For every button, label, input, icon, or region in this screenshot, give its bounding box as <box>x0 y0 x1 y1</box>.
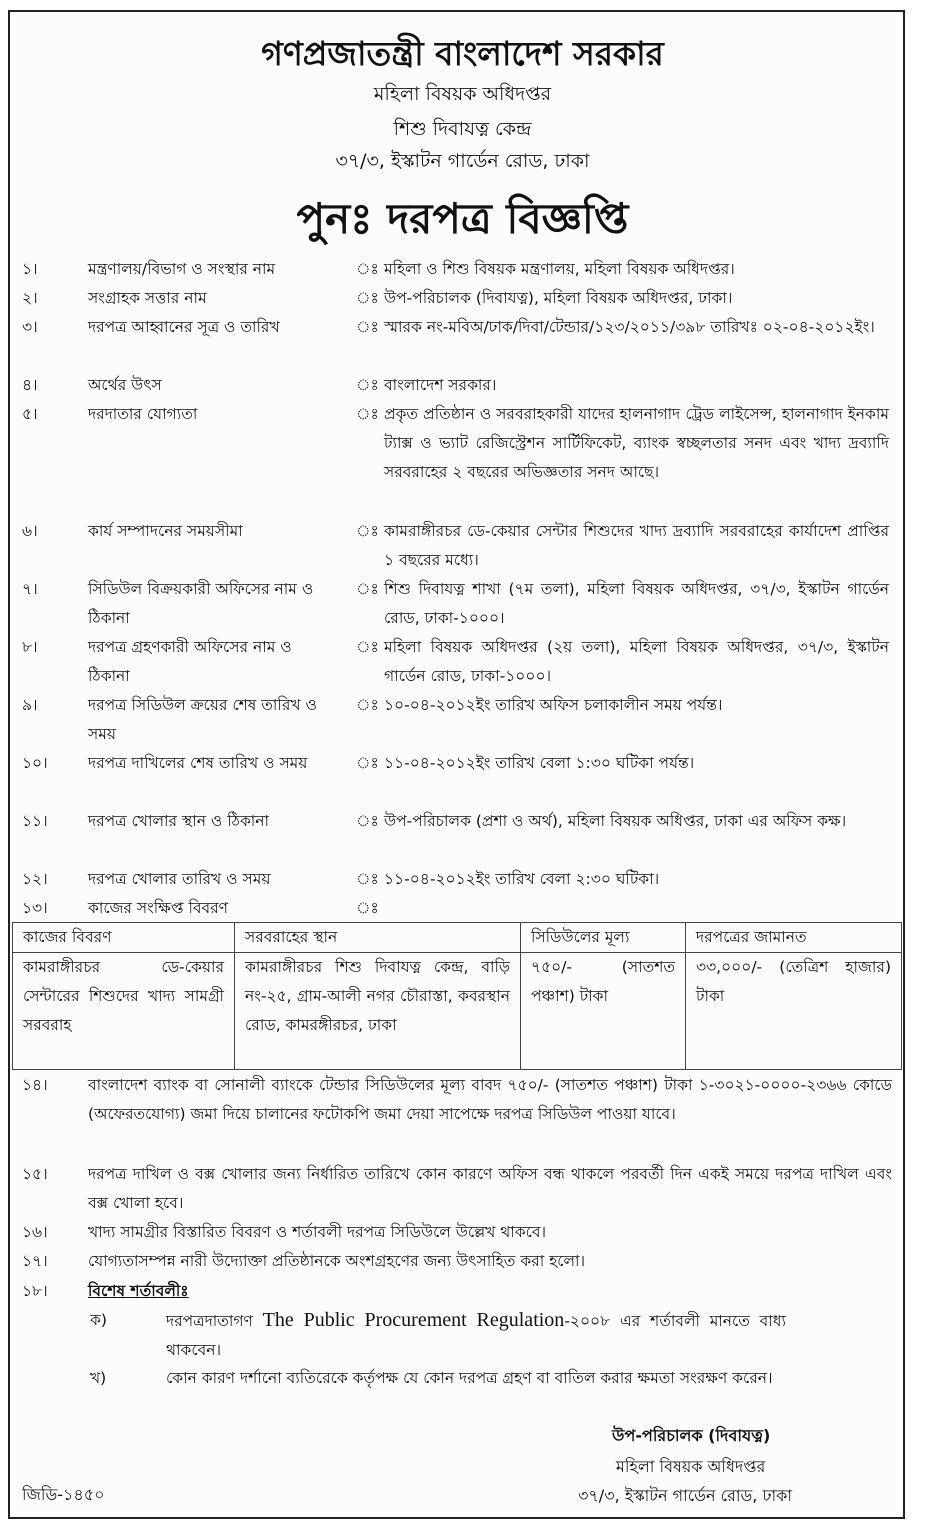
note-number: ১৮। <box>22 1282 48 1300</box>
table-cell: ৭৫০/- (সাতশত পঞ্চাশ) টাকা <box>521 953 686 1070</box>
gd-number: জিডি-১৪৫০ <box>22 1485 105 1504</box>
note-number: ১৪। <box>22 1076 48 1094</box>
item-value: উপ-পরিচালক (দিবাযত্ন), মহিলা বিষয়ক অধিদপ্তর, ঢাকা। <box>384 289 733 307</box>
item-label: সিডিউল বিক্রয়কারী অফিসের নাম ও ঠিকানা <box>88 580 314 627</box>
item-value: ১০-০৪-২০১২ইং তারিখ অফিস চলাকালীন সময় পর্যন্ত। <box>384 696 723 714</box>
item-label: কার্য সম্পাদনের সময়সীমা <box>88 522 243 540</box>
item-label: দরপত্র খোলার তারিখ ও সময় <box>88 870 271 888</box>
office-address: ৩৭/৩, ইস্কাটন গার্ডেন রোড, ঢাকা <box>335 150 590 172</box>
item-colon: ঃ <box>356 405 379 423</box>
item-number: ১৩। <box>22 899 48 917</box>
item-label: দরদাতার যোগ্যতা <box>88 405 198 423</box>
signatory-title: উপ-পরিচালক (দিবাযত্ন) <box>612 1426 771 1445</box>
item-label: দরপত্র খোলার স্থান ও ঠিকানা <box>88 812 270 830</box>
department-name: মহিলা বিষয়ক অধিদপ্তর <box>373 83 552 105</box>
item-number: ৮। <box>22 638 38 656</box>
table-cell: কামরাঙ্গীরচর শিশু দিবাযত্ন কেন্দ্র, বাড়ি নং-২৫, গ্রাম-আলী নগর চৌরাস্তা, কবরস্থান রোড, কামরঙ্গীরচর, ঢাকা <box>235 953 521 1070</box>
regulation-name: The Public Procurement Regulation <box>262 1309 565 1331</box>
clause-text-post: -২০০৮ এর শর্তাবলী মানতে বাধ্য থাকবেন। <box>166 1312 786 1359</box>
note-text: বাংলাদেশ ব্যাংক বা সোনালী ব্যাংকে টেন্ডার সিডিউলের মূল্য বাবদ ৭৫০/- (সাতশত পঞ্চাশ) টাকা ১-৩০২১-০০০০-২৩৬৬ কোডে (অফেরতযোগ্য) জমা দিয়ে চালানের ফটোকপি জমা দেয়া সাপেক্ষে দরপত্র সিডিউল পাওয়া যাবে। <box>88 1076 892 1123</box>
item-label: দরপত্র আহ্বানের সূত্র ও তারিখ <box>88 318 280 336</box>
table-cell: কামরাঙ্গীরচর ডে-কেয়ার সেন্টারের শিশুদের খাদ্য সামগ্রী সরবরাহ <box>13 953 235 1070</box>
special-terms-heading: বিশেষ শর্তাবলীঃ <box>88 1282 189 1300</box>
item-value: প্রকৃত প্রতিষ্ঠান ও সরবরাহকারী যাদের হালনাগাদ ট্রেড লাইসেন্স, হালনাগাদ ইনকাম ট্যাক্স ও ভ্যাট রেজিস্ট্রেশন সার্টিফিকেট, ব্যাংক স্বচ্ছলতার সনদ এবং খাদ্য দ্রব্যাদি সরবরাহের ২ বছরের অভিজ্ঞতার সনদ আছে। <box>384 405 889 481</box>
item-number: ২। <box>22 289 38 307</box>
note-text: দরপত্র দাখিল ও বক্স খোলার জন্য নির্ধারিত তারিখে কোন কারণে অফিস বন্ধ থাকলে পরবর্তী দিন একই সময়ে দরপত্র দাখিল এবং বক্স খোলা হবে। <box>88 1165 892 1212</box>
clause-label: ক) <box>90 1311 107 1329</box>
item-colon: ঃ <box>356 870 379 888</box>
item-colon: ঃ <box>356 580 379 598</box>
note-text: যোগ্যতাসম্পন্ন নারী উদ্যোক্তা প্রতিষ্ঠানকে অংশগ্রহণের জন্য উৎসাহিত করা হলো। <box>88 1252 586 1270</box>
note-number: ১৬। <box>22 1223 48 1241</box>
item-number: ৫। <box>22 405 38 423</box>
item-colon: ঃ <box>356 899 379 917</box>
item-number: ১। <box>22 260 38 278</box>
table-header-row <box>13 923 902 953</box>
item-colon: ঃ <box>356 754 379 772</box>
item-value: শিশু দিবাযত্ন শাখা (৭ম তলা), মহিলা বিষয়ক অধিদপ্তর, ৩৭/৩, ইস্কাটন গার্ডেন রোড, ঢাকা-১০০০। <box>384 580 889 627</box>
item-colon: ঃ <box>356 318 379 336</box>
table-header-cell: কাজের বিবরণ <box>13 923 235 953</box>
center-name: শিশু দিবাযত্ন কেন্দ্র <box>393 118 532 140</box>
item-colon: ঃ <box>356 696 379 714</box>
item-colon: ঃ <box>356 522 379 540</box>
clause-label: খ) <box>90 1369 107 1387</box>
note-number: ১৭। <box>22 1252 48 1270</box>
item-value: বাংলাদেশ সরকার। <box>384 376 497 394</box>
item-value: উপ-পরিচালক (প্রশা ও অর্থ), মহিলা বিষয়ক অধিপ্তর, ঢাকা এর অফিস কক্ষ। <box>384 812 847 830</box>
item-number: ৪। <box>22 376 38 394</box>
item-colon: ঃ <box>356 289 379 307</box>
item-colon: ঃ <box>356 812 379 830</box>
note-text: খাদ্য সামগ্রীর বিস্তারিত বিবরণ ও শর্তাবলী দরপত্র সিডিউলে উল্লেখ থাকবে। <box>88 1223 546 1241</box>
item-value: ১১-০৪-২০১২ইং তারিখ বেলা ২:৩০ ঘটিকা। <box>384 870 660 888</box>
note-number: ১৫। <box>22 1165 48 1183</box>
notice-title: পুনঃ দরপত্র বিজ্ঞপ্তি <box>296 194 629 243</box>
item-label: সংগ্রাহক সত্তার নাম <box>88 289 207 307</box>
item-label: দরপত্র সিডিউল ক্রয়ের শেষ তারিখ ও সময় <box>88 696 317 743</box>
item-value: মহিলা ও শিশু বিষয়ক মন্ত্রণালয়, মহিলা বিষয়ক অধিদপ্তর। <box>384 260 735 278</box>
item-number: ১১। <box>22 812 48 830</box>
government-heading: গণপ্রজাতন্ত্রী বাংলাদেশ সরকার <box>261 34 664 73</box>
item-number: ৭। <box>22 580 38 598</box>
item-number: ৩। <box>22 318 38 336</box>
item-number: ১২। <box>22 870 48 888</box>
item-value: স্মারক নং-মবিঅ/ঢাক/দিবা/টেন্ডার/১২৩/২০১১/৩৯৮ তারিখঃ ০২-০৪-২০১২ইং। <box>384 318 875 336</box>
item-value: কামরাঙ্গীরচর ডে-কেয়ার সেন্টার শিশুদের খাদ্য দ্রব্যাদি সরবরাহের কার্যাদেশ প্রাপ্তির ১ বছরের মধ্যে। <box>384 522 889 569</box>
clause-text: কোন কারণ দর্শানো ব্যতিরেকে কর্তৃপক্ষ যে কোন দরপত্র গ্রহণ বা বাতিল করার ক্ষমতা সংরক্ষণ করেন। <box>166 1369 773 1387</box>
item-colon: ঃ <box>356 376 379 394</box>
clause-text-pre: দরপত্রদাতাগণ <box>166 1312 253 1330</box>
signatory-address: ৩৭/৩, ইস্কাটন গার্ডেন রোড, ঢাকা <box>578 1486 792 1505</box>
item-label: দরপত্র দাখিলের শেষ তারিখ ও সময় <box>88 754 308 772</box>
item-colon: ঃ <box>356 638 379 656</box>
item-value: মহিলা বিষয়ক অধিদপ্তর (২য় তলা), মহিলা বিষয়ক অধিদপ্তর, ৩৭/৩, ইস্কাটন গার্ডেন রোড, ঢাকা-১০০০। <box>384 638 889 685</box>
item-number: ১০। <box>22 754 48 772</box>
item-number: ৬। <box>22 522 38 540</box>
table-row <box>13 953 902 1070</box>
table-cell: ৩৩,০০০/- (তেত্রিশ হাজার) টাকা <box>686 953 902 1070</box>
signatory-department: মহিলা বিষয়ক অধিদপ্তর <box>616 1457 766 1476</box>
work-description-table <box>12 922 902 1070</box>
table-header-cell: দরপত্রের জামানত <box>686 923 902 953</box>
table-header-cell: সরবরাহের স্থান <box>235 923 521 953</box>
item-number: ৯। <box>22 696 38 714</box>
table-header-cell: সিডিউলের মূল্য <box>521 923 686 953</box>
item-label: মন্ত্রণালয়/বিভাগ ও সংস্থার নাম <box>88 260 276 278</box>
item-value: ১১-০৪-২০১২ইং তারিখ বেলা ১:৩০ ঘটিকা পর্যন্ত। <box>384 754 695 772</box>
clause-text <box>166 1306 786 1365</box>
item-label: অর্থের উৎস <box>88 376 162 394</box>
item-colon: ঃ <box>356 260 379 278</box>
item-label: দরপত্র গ্রহণকারী অফিসের নাম ও ঠিকানা <box>88 638 292 685</box>
item-label: কাজের সংক্ষিপ্ত বিবরণ <box>88 899 229 917</box>
